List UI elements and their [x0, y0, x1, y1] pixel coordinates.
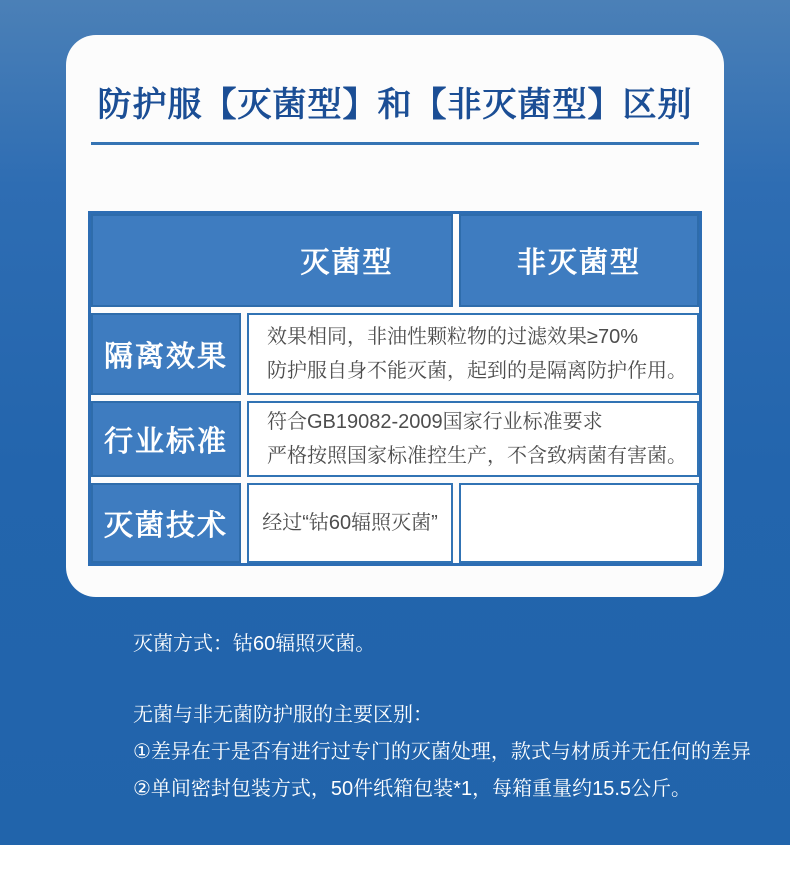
- row-content-isolation-effect: [247, 313, 699, 395]
- differences-block: [133, 697, 751, 808]
- industry-standard-line1: 符合GB19082-2009国家行业标准要求: [267, 411, 603, 433]
- industry-standard-line2: 严格按照国家标准控生产，不含致病菌有害菌。: [267, 445, 687, 467]
- cell-non-sterile-technique-empty: [459, 483, 699, 563]
- difference-item-2: ②单间密封包装方式，50件纸箱包装*1，每箱重量约15.5公斤。: [133, 778, 692, 800]
- difference-item-1: ①差异在于是否有进行过专门的灭菌处理，款式与材质并无任何的差异: [133, 741, 751, 763]
- table-header-non-sterile: [459, 214, 699, 307]
- table-header-non-sterile-label: 非灭菌型: [516, 247, 641, 279]
- comparison-table: [88, 211, 702, 566]
- isolation-effect-line1: 效果相同，非油性颗粒物的过滤效果≥70%: [267, 326, 639, 348]
- page-title: 防护服【灭菌型】和【非灭菌型】区别: [97, 86, 693, 124]
- row-label-sterilization-technique: [91, 483, 241, 563]
- row-label-industry-standard: [91, 401, 241, 477]
- row-label-sterilization-technique-text: 灭菌技术: [103, 509, 228, 542]
- row-label-isolation-effect: [91, 313, 241, 395]
- title-underline: [91, 142, 699, 145]
- row-content-industry-standard: [247, 401, 699, 477]
- row-label-isolation-effect-text: 隔离效果: [103, 340, 228, 373]
- cell-sterile-technique: [247, 483, 453, 563]
- table-header-sterile-label: 灭菌型: [300, 247, 394, 279]
- row-label-industry-standard-text: 行业标准: [103, 425, 228, 458]
- differences-heading: 无菌与非无菌防护服的主要区别：: [133, 704, 433, 726]
- notes-section: [133, 630, 751, 808]
- info-card: [66, 35, 724, 597]
- isolation-effect-line2: 防护服自身不能灭菌，起到的是隔离防护作用。: [267, 360, 687, 382]
- sterile-technique-text: 经过“钴60辐照灭菌”: [262, 512, 438, 534]
- table-header-sterile: [91, 214, 453, 307]
- sterilization-method-note: 灭菌方式：钴60辐照灭菌。: [133, 633, 376, 655]
